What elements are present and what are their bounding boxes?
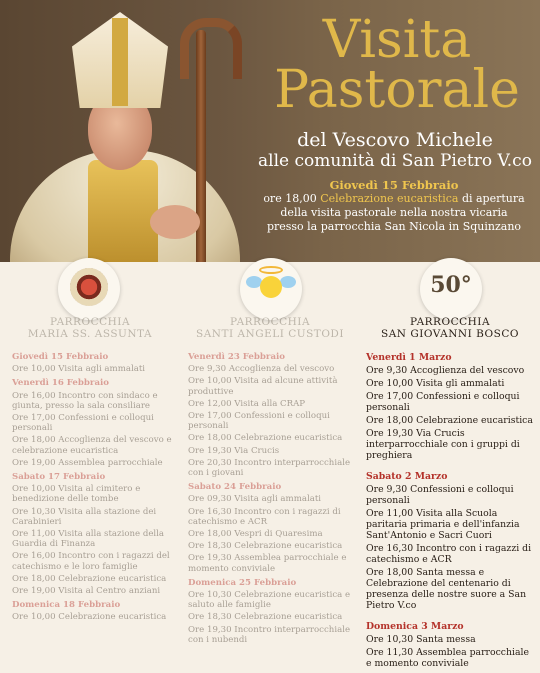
event-item: Ore 10,00 Visita agli ammalati	[12, 364, 146, 375]
event-item: Ore 18,30 Celebrazione eucaristica	[188, 612, 343, 623]
event-item: Ore 16,00 Incontro con sindaco e giunta, presso la sala consiliare	[12, 390, 158, 411]
mitre-band	[112, 18, 128, 106]
opening-date: Giovedì 15 Febbraio	[329, 178, 459, 192]
day-heading: Venerdì 16 Febbraio	[12, 378, 110, 389]
event-item: Ore 12,00 Visita alla CRAP	[188, 398, 306, 409]
event-item: Ore 18,30 Celebrazione eucaristica	[188, 541, 343, 552]
event-item: Ore 19,30 Via Crucis	[188, 445, 280, 456]
day-heading: Sabato 2 Marzo	[366, 471, 448, 482]
parish-emblem-bosco	[420, 258, 482, 320]
opening-event: Celebrazione eucaristica	[320, 192, 459, 205]
opening-info	[248, 178, 540, 234]
event-item: Ore 10,00 Celebrazione eucaristica	[12, 612, 167, 623]
event-item: Ore 20,30 Incontro interparrocchiale con i giovani	[188, 457, 351, 479]
event-item: Ore 19,00 Assemblea parrocchiale	[12, 457, 163, 468]
parish-name	[360, 316, 540, 340]
schedule	[188, 352, 358, 647]
day-heading: Giovedì 15 Febbraio	[12, 352, 109, 362]
event-item: Ore 17,00 Confessioni e colloqui personali	[12, 413, 154, 434]
day-heading: Venerdì 1 Marzo	[366, 352, 452, 363]
bishop-illustration	[0, 0, 250, 262]
parish-emblem-assunta	[58, 258, 120, 320]
day-heading: Domenica 3 Marzo	[366, 621, 464, 632]
smiley-icon	[260, 276, 282, 298]
parish-title: SANTI ANGELI CUSTODI	[196, 328, 344, 340]
event-item: Ore 9,30 Confessioni e colloqui personali	[366, 484, 514, 506]
event-item: Ore 16,00 Incontro con i ragazzi del catechismo e le loro famiglie	[12, 551, 170, 572]
event-item: Ore 18,00 Celebrazione eucaristica	[366, 415, 533, 426]
subtitle-line-1: del Vescovo Michele	[297, 129, 493, 151]
parish-emblem-angeli	[240, 258, 302, 320]
parish-label: PARROCCHIA	[49, 316, 131, 328]
event-item: Ore 18,00 Vespri di Quaresima	[188, 529, 323, 540]
opening-time: ore 18,00	[263, 192, 317, 205]
opening-rest: di apertura	[461, 192, 525, 205]
hand-shape	[150, 205, 200, 239]
event-item: Ore 10,30 Santa messa	[366, 634, 476, 645]
parish-title: MARIA SS. ASSUNTA	[27, 328, 153, 340]
event-item: Ore 11,00 Visita alla Scuola paritaria primaria e dell'infanzia Sant'Antonio e Sacri Cuori	[366, 508, 520, 541]
schedule	[12, 352, 182, 625]
parish-column-assunta	[0, 316, 180, 623]
title-line-2: Pastorale	[274, 60, 520, 120]
day-heading: Sabato 17 Febbraio	[12, 472, 106, 483]
parish-label: PARROCCHIA	[229, 316, 311, 328]
event-item: Ore 09,30 Visita agli ammalati	[188, 494, 322, 505]
event-item: Ore 9,30 Accoglienza del vescovo	[188, 364, 335, 375]
parish-name	[180, 316, 360, 340]
event-item: Ore 18,00 Accoglienza del vescovo e celebrazione eucaristica	[12, 435, 172, 456]
event-item: Ore 10,30 Visita alla stazione dei Carabinieri	[12, 506, 157, 527]
event-item: Ore 18,00 Celebrazione eucaristica	[188, 433, 343, 444]
day-heading: Sabato 24 Febbraio	[188, 482, 282, 493]
parish-name	[0, 316, 180, 340]
event-item: Ore 16,30 Incontro con i ragazzi di catechismo e ACR	[188, 506, 341, 527]
event-item: Ore 11,30 Assemblea parrocchiale e momento conviviale	[366, 647, 529, 669]
event-item: Ore 18,00 Santa messa e Celebrazione del centenario di presenza delle nostre suore a San Pietro V.co	[366, 567, 527, 611]
stole-shape	[88, 160, 158, 262]
title-line-1: Visita	[322, 10, 472, 70]
event-item: Ore 10,30 Celebrazione eucaristica e saluto alle famiglie	[188, 590, 351, 611]
event-item: Ore 17,00 Confessioni e colloqui personali	[366, 391, 520, 413]
day-heading: Domenica 18 Febbraio	[12, 600, 121, 611]
event-item: Ore 9,30 Accoglienza del vescovo	[366, 365, 525, 376]
opening-line-1	[248, 192, 540, 206]
parish-column-bosco	[360, 316, 540, 669]
day-heading: Venerdì 23 Febbraio	[188, 352, 286, 362]
parish-title: SAN GIOVANNI BOSCO	[381, 328, 519, 340]
event-item: Ore 19,30 Via Crucis interparrocchiale con i gruppi di preghiera	[366, 428, 520, 461]
event-item: Ore 17,00 Confessioni e colloqui personali	[188, 411, 330, 432]
hero-banner	[0, 0, 540, 262]
subtitle-line-2: alle comunità di San Pietro V.co	[258, 151, 532, 171]
parish-column-angeli	[180, 316, 360, 645]
event-item: Ore 11,00 Visita alla stazione della Guardia di Finanza	[12, 529, 165, 550]
event-item: Ore 16,30 Incontro con i ragazzi di catechismo e ACR	[366, 543, 532, 565]
opening-line-3: presso la parrocchia San Nicola in Squinzano	[266, 220, 522, 233]
anniversary-logo: 50°	[430, 272, 472, 298]
opening-line-2: della visita pastorale nella nostra vicaria	[280, 206, 508, 219]
crozier-crook	[180, 18, 242, 79]
parish-label: PARROCCHIA	[409, 316, 491, 328]
event-item: Ore 10,00 Visita ad alcune attività produttive	[188, 376, 338, 397]
event-item: Ore 19,30 Assemblea parrocchiale e momento conviviale	[188, 553, 347, 574]
event-item: Ore 18,00 Celebrazione eucaristica	[12, 573, 167, 584]
event-item: Ore 10,00 Visita al cimitero e benedizione delle tombe	[12, 484, 141, 505]
event-item: Ore 19,00 Visita al Centro anziani	[12, 586, 161, 597]
day-heading: Domenica 25 Febbraio	[188, 577, 297, 588]
wing-right-icon	[280, 276, 296, 288]
halo-icon	[259, 266, 283, 274]
schedule	[366, 352, 536, 671]
event-item: Ore 19,30 Incontro interparrocchiale con i nubendi	[188, 624, 351, 645]
event-item: Ore 10,00 Visita gli ammalati	[366, 378, 505, 389]
seal-icon	[70, 268, 108, 306]
